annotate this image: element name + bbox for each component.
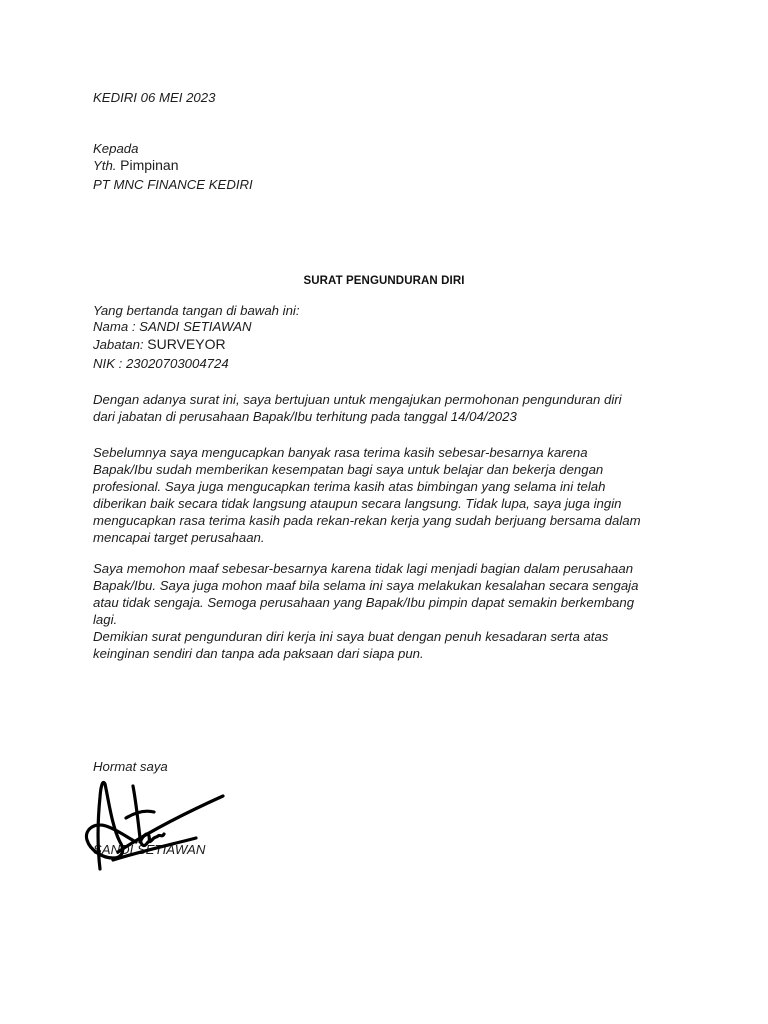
paragraph-line: profesional. Saya juga mengucapkan terima kasih atas bimbingan yang selama ini telah (93, 479, 606, 494)
paragraph-line: atau tidak sengaja. Semoga perusahaan yang Bapak/Ibu pimpin dapat semakin berkembang (93, 595, 635, 610)
paragraph-gratitude (93, 444, 693, 546)
paragraph-line: mencapai target perusahaan. (93, 530, 265, 545)
recipient-yth (93, 157, 179, 174)
identity-position (93, 336, 226, 353)
recipient-yth-name: Pimpinan (120, 157, 179, 173)
paragraph-line: diberikan baik secara tidak langsung ataupun secara langsung. Tidak lupa, saya juga ingin (93, 496, 622, 511)
identity-position-value: SURVEYOR (147, 336, 226, 352)
identity-nik: NIK : 23020703004724 (93, 356, 229, 371)
closing-salutation: Hormat saya (93, 759, 168, 774)
paragraph-apology (93, 560, 693, 662)
letter-date: KEDIRI 06 MEI 2023 (93, 90, 216, 105)
recipient-yth-prefix: Yth. (93, 158, 117, 173)
paragraph-line: Bapak/Ibu sudah memberikan kesempatan bagi saya untuk belajar dan bekerja dengan (93, 462, 604, 477)
paragraph-line: dari jabatan di perusahaan Bapak/Ibu terhitung pada tanggal 14/04/2023 (93, 409, 517, 424)
paragraph-line: lagi. (93, 612, 118, 627)
signatory-name: SANDI SETIAWAN (93, 842, 206, 857)
identity-intro: Yang bertanda tangan di bawah ini: (93, 303, 300, 318)
letter-title: SURAT PENGUNDURAN DIRI (303, 275, 465, 287)
paragraph-line: Bapak/Ibu. Saya juga mohon maaf bila selama ini saya melakukan kesalahan secara sengaja (93, 578, 639, 593)
paragraph-intent (93, 391, 693, 425)
recipient-company: PT MNC FINANCE KEDIRI (93, 177, 253, 192)
paragraph-line: Sebelumnya saya mengucapkan banyak rasa terima kasih sebesar-besarnya karena (93, 445, 588, 460)
handwritten-signature (78, 772, 228, 877)
paragraph-line: Dengan adanya surat ini, saya bertujuan untuk mengajukan permohonan pengunduran diri (93, 392, 622, 407)
paragraph-line: keinginan sendiri dan tanpa ada paksaan dari siapa pun. (93, 646, 424, 661)
recipient-to: Kepada (93, 141, 139, 156)
paragraph-line: Demikian surat pengunduran diri kerja ini saya buat dengan penuh kesadaran serta atas (93, 629, 609, 644)
identity-name: Nama : SANDI SETIAWAN (93, 319, 252, 334)
paragraph-line: mengucapkan rasa terima kasih pada rekan-rekan kerja yang sudah berjuang bersama dalam (93, 513, 641, 528)
paragraph-line: Saya memohon maaf sebesar-besarnya karena tidak lagi menjadi bagian dalam perusahaan (93, 561, 634, 576)
identity-position-label: Jabatan: (93, 337, 144, 352)
